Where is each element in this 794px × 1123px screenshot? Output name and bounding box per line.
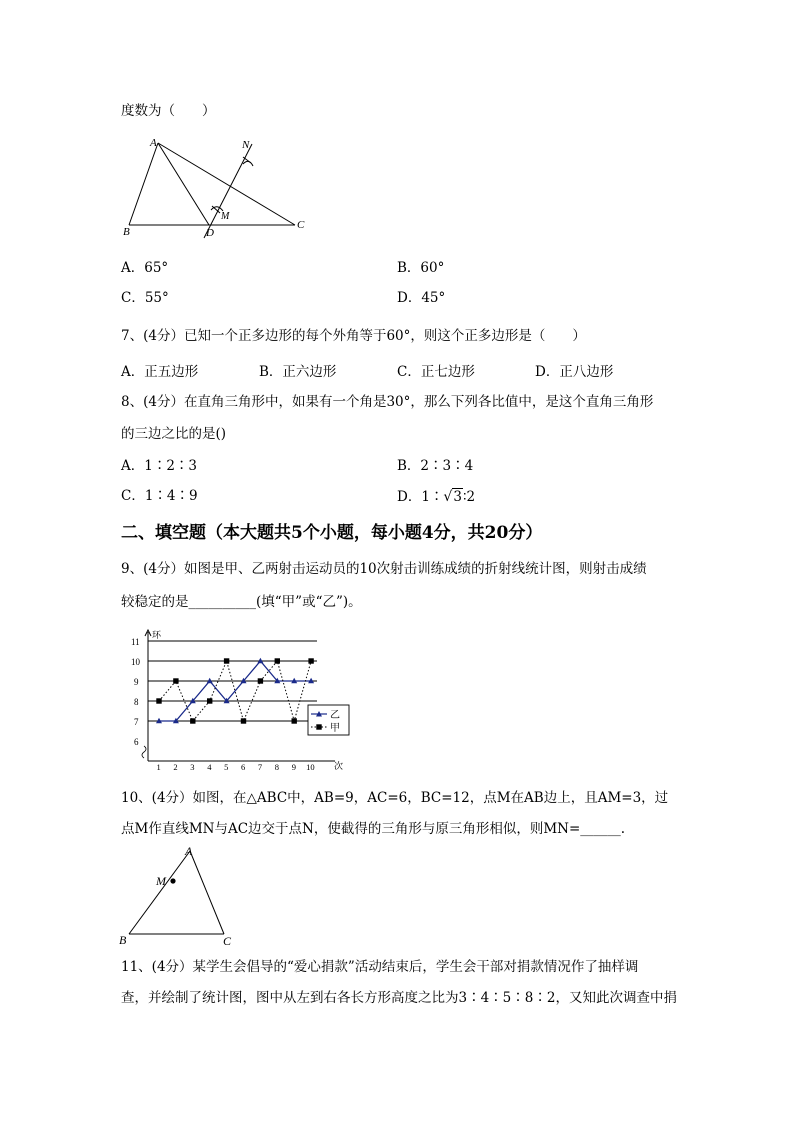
q8-option-d-prefix: D．1∶: [397, 489, 444, 505]
segment-ad: [158, 143, 209, 225]
y-tick-label-7: 7: [134, 717, 139, 727]
q8-stem-line1: 8、(4分）在直角三角形中，如果有一个角是30°，那么下列各比值中，是这个直角三角形: [121, 394, 654, 410]
q8-option-d-suffix: ∶2: [462, 489, 476, 505]
label-c: C: [223, 934, 232, 948]
q6-option-c[interactable]: C．55°: [121, 290, 169, 306]
q6-option-b[interactable]: B．60°: [397, 260, 445, 276]
point-jia-3: [190, 718, 195, 723]
q6-figure: [115, 132, 315, 242]
arc-mark-n: [243, 161, 253, 166]
q9-line-chart: [130, 628, 350, 773]
q7-option-a[interactable]: A．正五边形: [121, 364, 199, 380]
label-a: A: [150, 137, 157, 149]
q11-stem-line2: 查，并绘制了统计图，图中从左到右各长方形高度之比为3∶4∶5∶8∶2，又知此次调查中捐: [121, 990, 677, 1006]
y-tick-label-10: 10: [131, 657, 140, 667]
side-ab: [129, 851, 190, 934]
point-yi-4: [207, 678, 213, 684]
label-b: B: [119, 933, 127, 947]
y-axis-label: 环: [152, 630, 162, 640]
x-tick-label-8: 8: [274, 762, 280, 772]
q6-stem-tail: 度数为（ ）: [121, 103, 216, 119]
side-ab: [129, 143, 158, 225]
legend-label-yi: 乙: [330, 710, 340, 721]
q10-stem-line1: 10、(4分）如图，在△ABC中，AB=9，AC=6，BC=12，点M在AB边上，且AM=3，过: [121, 790, 669, 806]
label-b: B: [123, 226, 130, 238]
series-line-yi: [159, 661, 311, 721]
label-m: M: [221, 211, 230, 222]
x-tick-label-7: 7: [257, 762, 263, 772]
q10-stem-line2: 点M作直线MN与AC边交于点N，使截得的三角形与原三角形相似，则MN=______.: [121, 821, 626, 837]
q11-stem-line1: 11、(4分）某学生会倡导的“爱心捐款”活动结束后，学生会干部对捐款情况作了抽样调: [121, 959, 639, 975]
legend-label-jia: 甲: [330, 723, 340, 734]
label-n: N: [242, 139, 250, 151]
x-tick-label-5: 5: [224, 762, 229, 772]
q6-option-d[interactable]: D．45°: [397, 290, 446, 306]
y-tick-label-9: 9: [134, 677, 139, 687]
point-jia-9: [292, 718, 297, 723]
point-jia-1: [156, 698, 161, 703]
label-a: A: [185, 845, 193, 858]
label-d: D: [206, 227, 214, 239]
x-tick-label-4: 4: [207, 762, 212, 772]
x-tick-label-6: 6: [241, 762, 246, 772]
q7-option-c[interactable]: C．正七边形: [397, 364, 475, 380]
y-tick-label-8: 8: [134, 697, 139, 707]
x-tick-label-3: 3: [190, 762, 195, 772]
q9-stem-line2: 较稳定的是__________(填“甲”或“乙”)。: [121, 594, 362, 610]
section-2-title: 二、填空题（本大题共5个小题，每小题4分，共20分）: [121, 523, 543, 543]
q8-option-a[interactable]: A．1∶2∶3: [121, 458, 198, 474]
q7-option-d[interactable]: D．正八边形: [535, 364, 614, 380]
y-tick-label-6: 6: [134, 737, 139, 747]
q8-stem-line2: 的三边之比的是(): [121, 426, 227, 442]
q10-triangle-figure: [115, 845, 245, 950]
x-axis-label: 次: [334, 761, 344, 771]
point-jia-6: [241, 718, 246, 723]
sqrt-symbol: √: [443, 489, 453, 505]
point-jia-5: [224, 658, 229, 663]
q9-stem-line1: 9、(4分）如图是甲、乙两射击运动员的10次射击训练成绩的折射线统计图，则射击成绩: [121, 561, 647, 577]
legend-marker-jia: [316, 724, 321, 729]
x-tick-label-10: 10: [306, 762, 315, 772]
x-tick-label-1: 1: [156, 762, 161, 772]
side-ac: [190, 851, 224, 934]
q6-option-a[interactable]: A．65°: [121, 260, 169, 276]
point-yi-7: [257, 658, 263, 664]
q8-option-d[interactable]: [397, 490, 475, 505]
q8-option-b[interactable]: B．2∶3∶4: [397, 458, 474, 474]
point-jia-4: [207, 698, 212, 703]
y-tick-label-11: 11: [131, 637, 140, 647]
x-tick-label-2: 2: [173, 762, 178, 772]
point-jia-2: [173, 678, 178, 683]
point-m: [170, 878, 175, 883]
legend-box: [308, 705, 349, 735]
q8-option-d-radicand: 3: [453, 489, 462, 505]
q7-option-b[interactable]: B．正六边形: [259, 364, 337, 380]
point-jia-10: [308, 658, 313, 663]
q8-option-c[interactable]: C．1∶4∶9: [121, 488, 198, 504]
label-m: M: [156, 874, 166, 888]
axis-break: [142, 746, 146, 758]
q7-stem: 7、(4分）已知一个正多边形的每个外角等于60°，则这个正多边形是（ ）: [121, 328, 586, 344]
point-jia-8: [275, 658, 280, 663]
point-jia-7: [258, 678, 263, 683]
x-tick-label-9: 9: [291, 762, 296, 772]
label-c: C: [297, 219, 305, 231]
